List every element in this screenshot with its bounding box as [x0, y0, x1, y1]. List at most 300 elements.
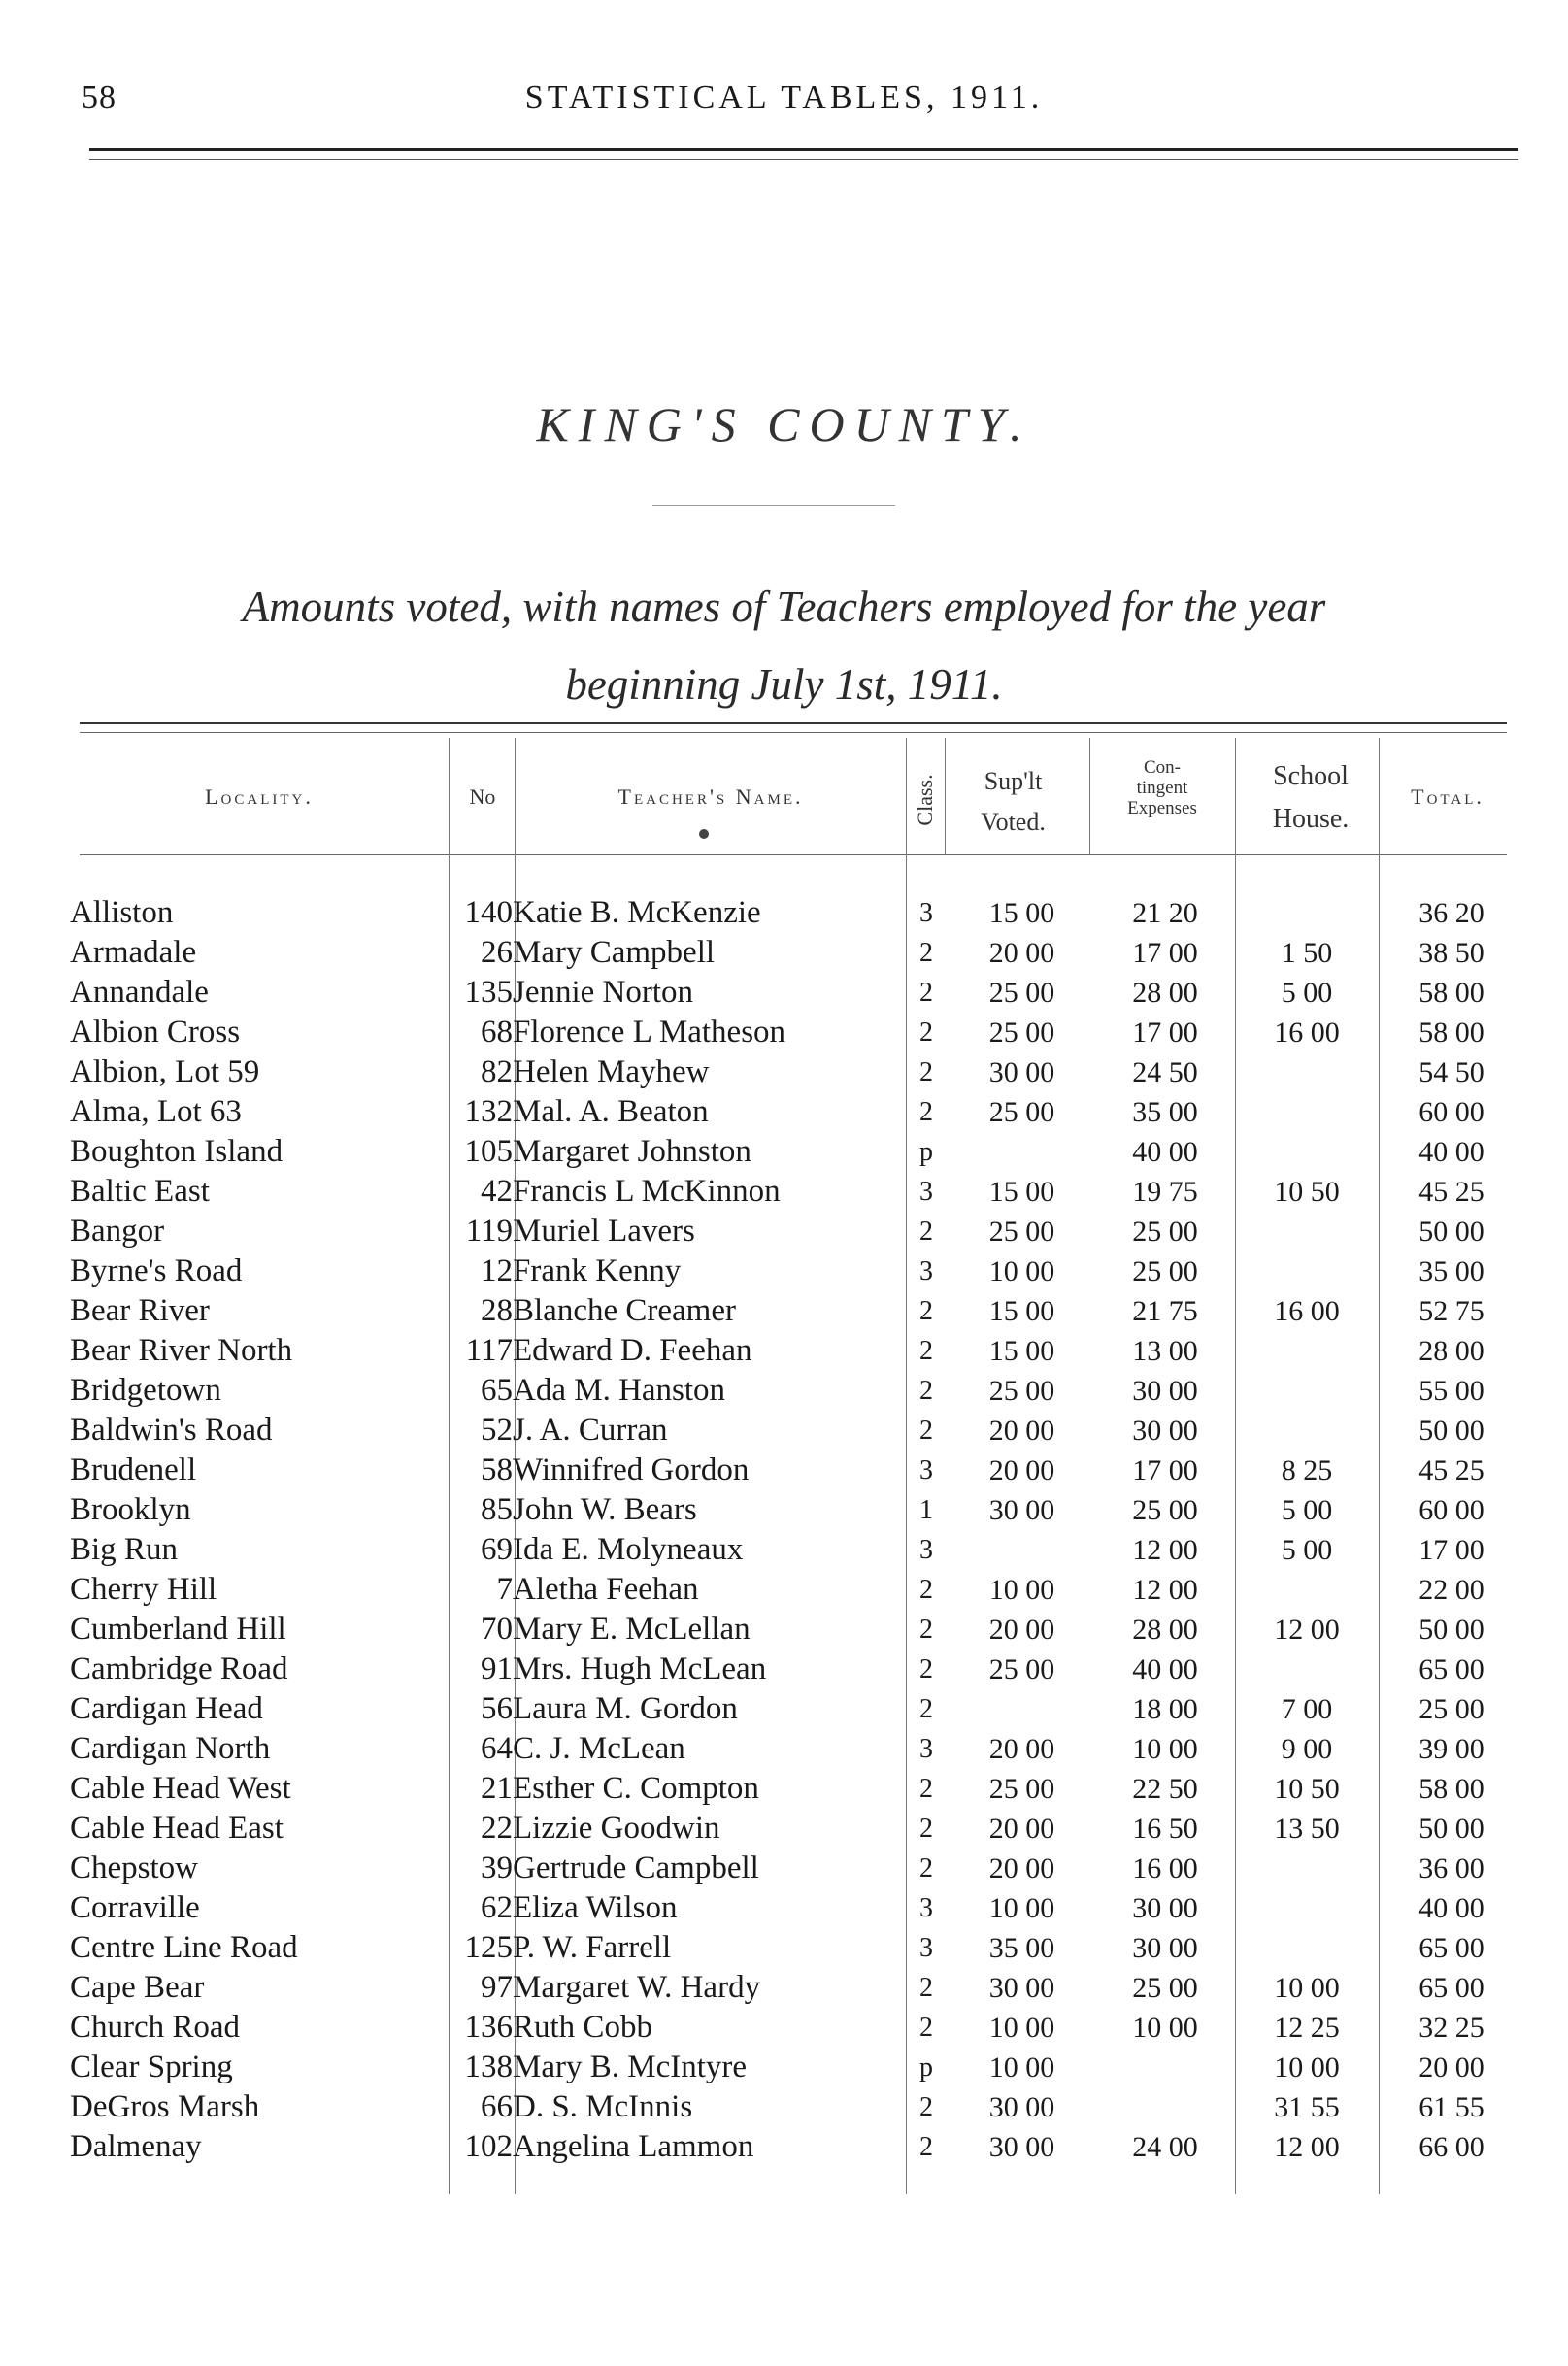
cell-class: 2 [919, 1615, 933, 1645]
cell-class: 2 [919, 1694, 933, 1724]
cell-no: 85 [481, 1492, 513, 1527]
column-header-no: No [469, 784, 496, 809]
table-row [0, 1928, 1568, 1968]
table-row [0, 973, 1568, 1013]
cell-contingent: 21 20 [1132, 897, 1198, 929]
cell-locality: Cable Head West [70, 1771, 291, 1806]
cell-supt-voted: 10 00 [988, 2051, 1055, 2083]
cell-school-house: 16 00 [1274, 1295, 1340, 1327]
table-subtitle [0, 568, 1568, 723]
cell-teacher: Esther C. Compton [513, 1771, 759, 1806]
cell-teacher: Jennie Norton [513, 975, 694, 1010]
table-row [0, 933, 1568, 973]
cell-contingent: 18 00 [1132, 1693, 1198, 1725]
table-row [0, 2008, 1568, 2048]
cell-contingent: 28 00 [1132, 1614, 1198, 1646]
cell-class: p [919, 2052, 933, 2083]
cell-total: 40 00 [1418, 1136, 1485, 1168]
cell-contingent: 22 50 [1132, 1773, 1198, 1805]
table-top-rule [80, 722, 1507, 724]
cell-locality: Albion, Lot 59 [70, 1054, 260, 1089]
cont-header-line-3: Expenses [1127, 798, 1197, 818]
cell-teacher: Florence L Matheson [513, 1015, 786, 1050]
cell-class: 3 [919, 1177, 933, 1207]
cell-supt-voted: 15 00 [988, 897, 1055, 929]
cell-total: 20 00 [1418, 2051, 1485, 2083]
cell-class: 3 [919, 1893, 933, 1923]
cell-teacher: Ruth Cobb [513, 2010, 652, 2045]
cell-teacher: Margaret Johnston [513, 1134, 751, 1169]
cell-total: 58 00 [1418, 977, 1485, 1009]
cell-total: 52 75 [1418, 1295, 1485, 1327]
cell-contingent: 16 50 [1132, 1813, 1198, 1845]
cell-no: 125 [464, 1930, 513, 1965]
cell-teacher: Blanche Creamer [513, 1293, 736, 1328]
cell-supt-voted: 10 00 [988, 1892, 1055, 1924]
table-row [0, 1291, 1568, 1331]
column-header-class [908, 748, 943, 852]
cell-locality: Bridgetown [70, 1373, 221, 1408]
cell-class: 2 [919, 1814, 933, 1844]
cell-supt-voted: 35 00 [988, 1932, 1055, 1964]
cell-school-house: 13 50 [1274, 1813, 1340, 1845]
cell-supt-voted: 25 00 [988, 1375, 1055, 1407]
cell-no: 119 [465, 1214, 513, 1249]
table-row [0, 1212, 1568, 1251]
title-divider [652, 505, 895, 506]
cell-contingent: 28 00 [1132, 977, 1198, 1009]
table-body [0, 893, 1568, 2167]
column-divider [1089, 738, 1090, 854]
cell-class: 1 [919, 1495, 933, 1525]
cell-total: 58 00 [1418, 1016, 1485, 1049]
cell-no: 52 [481, 1413, 513, 1448]
cell-locality: Brooklyn [70, 1492, 191, 1527]
table-row [0, 1132, 1568, 1172]
cell-total: 50 00 [1418, 1614, 1485, 1646]
cell-total: 40 00 [1418, 1892, 1485, 1924]
cell-contingent: 40 00 [1132, 1653, 1198, 1685]
table-row [0, 1689, 1568, 1729]
cell-no: 12 [481, 1253, 513, 1288]
table-row [0, 1490, 1568, 1530]
cell-locality: Big Run [70, 1532, 178, 1567]
cell-no: 69 [481, 1532, 513, 1567]
header-rule-thin [89, 159, 1518, 160]
cell-school-house: 10 50 [1274, 1773, 1340, 1805]
cell-supt-voted: 15 00 [988, 1176, 1055, 1208]
cell-contingent: 13 00 [1132, 1335, 1198, 1367]
cell-school-house: 1 50 [1281, 937, 1333, 969]
cell-no: 65 [481, 1373, 513, 1408]
cell-class: 2 [919, 1336, 933, 1366]
table-row [0, 1411, 1568, 1450]
cell-locality: Cardigan North [70, 1731, 271, 1766]
cell-supt-voted: 25 00 [988, 977, 1055, 1009]
cell-locality: Alliston [70, 895, 174, 930]
cell-no: 91 [481, 1651, 513, 1686]
column-header-supt-voted [948, 761, 1079, 843]
cell-locality: Bear River North [70, 1333, 293, 1368]
cell-total: 60 00 [1418, 1494, 1485, 1526]
table-row [0, 1729, 1568, 1769]
school-header-line-1: School [1273, 761, 1349, 791]
cell-supt-voted: 15 00 [988, 1295, 1055, 1327]
cell-supt-voted: 30 00 [988, 2091, 1055, 2123]
column-header-school-house [1243, 755, 1379, 841]
cell-class: 2 [919, 2013, 933, 2043]
cell-school-house: 12 00 [1274, 1614, 1340, 1646]
cell-teacher: J. A. Curran [513, 1413, 668, 1448]
cell-supt-voted: 20 00 [988, 1454, 1055, 1486]
cell-no: 28 [481, 1293, 513, 1328]
cell-no: 62 [481, 1890, 513, 1925]
cell-teacher: Mal. A. Beaton [513, 1094, 709, 1129]
cell-supt-voted: 25 00 [988, 1096, 1055, 1128]
cell-no: 82 [481, 1054, 513, 1089]
cell-no: 136 [464, 2010, 513, 2045]
cell-locality: DeGros Marsh [70, 2089, 260, 2124]
cell-contingent: 25 00 [1132, 1255, 1198, 1287]
cell-teacher: Ida E. Molyneaux [513, 1532, 744, 1567]
cell-class: 2 [919, 1654, 933, 1684]
cell-locality: Brudenell [70, 1452, 197, 1487]
table-row [0, 1888, 1568, 1928]
cell-contingent: 21 75 [1132, 1295, 1198, 1327]
cell-contingent: 25 00 [1132, 1494, 1198, 1526]
cell-teacher: Helen Mayhew [513, 1054, 710, 1089]
cell-contingent: 17 00 [1132, 937, 1198, 969]
cell-class: 2 [919, 2132, 933, 2162]
cont-header-line-2: tingent [1136, 778, 1188, 798]
cell-teacher: D. S. McInnis [513, 2089, 693, 2124]
cell-no: 26 [481, 935, 513, 970]
cell-school-house: 12 25 [1274, 2012, 1340, 2044]
cell-total: 45 25 [1418, 1454, 1485, 1486]
cell-class: 2 [919, 1216, 933, 1247]
cell-contingent: 30 00 [1132, 1932, 1198, 1964]
cell-no: 135 [464, 975, 513, 1010]
cell-class: 2 [919, 978, 933, 1008]
cell-no: 140 [464, 895, 513, 930]
cell-school-house: 5 00 [1281, 977, 1333, 1009]
cell-contingent: 25 00 [1132, 1216, 1198, 1248]
cell-class: 2 [919, 1973, 933, 2003]
cell-teacher: Mrs. Hugh McLean [513, 1651, 767, 1686]
cell-total: 35 00 [1418, 1255, 1485, 1287]
cell-total: 22 00 [1418, 1574, 1485, 1606]
cell-no: 68 [481, 1015, 513, 1050]
cell-total: 65 00 [1418, 1653, 1485, 1685]
cell-teacher: Margaret W. Hardy [513, 1970, 761, 2005]
cell-class: 2 [919, 1575, 933, 1605]
header-bottom-rule [80, 854, 1507, 855]
cell-supt-voted: 20 00 [988, 937, 1055, 969]
cell-contingent: 16 00 [1132, 1852, 1198, 1884]
cell-class: 2 [919, 1097, 933, 1127]
cell-teacher: Muriel Lavers [513, 1214, 695, 1249]
cell-contingent: 25 00 [1132, 1972, 1198, 2004]
cell-school-house: 5 00 [1281, 1494, 1333, 1526]
table-row [0, 1530, 1568, 1570]
subtitle-line-2: beginning July 1st, 1911. [565, 660, 1003, 709]
cell-teacher: Aletha Feehan [513, 1572, 699, 1607]
cell-class: 3 [919, 1455, 933, 1485]
table-row [0, 1769, 1568, 1809]
cell-contingent: 19 75 [1132, 1176, 1198, 1208]
cell-total: 54 50 [1418, 1056, 1485, 1088]
table-row [0, 1331, 1568, 1371]
cell-supt-voted: 15 00 [988, 1335, 1055, 1367]
cell-no: 58 [481, 1452, 513, 1487]
cell-class: p [919, 1137, 933, 1167]
cell-supt-voted: 20 00 [988, 1614, 1055, 1646]
cell-locality: Chepstow [70, 1850, 198, 1885]
cell-no: 117 [465, 1333, 513, 1368]
column-header-contingent [1089, 757, 1235, 818]
cell-supt-voted: 10 00 [988, 1574, 1055, 1606]
cell-no: 56 [481, 1691, 513, 1726]
table-row [0, 2127, 1568, 2167]
cell-teacher: C. J. McLean [513, 1731, 685, 1766]
cell-class: 3 [919, 1933, 933, 1963]
cell-class: 2 [919, 938, 933, 968]
cell-no: 97 [481, 1970, 513, 2005]
cell-no: 66 [481, 2089, 513, 2124]
subtitle-line-1: Amounts voted, with names of Teachers employed for the year [242, 583, 1326, 631]
cell-teacher: Gertrude Campbell [513, 1850, 759, 1885]
cell-class: 2 [919, 2092, 933, 2122]
cell-no: 138 [464, 2049, 513, 2084]
cell-locality: Bear River [70, 1293, 210, 1328]
cell-supt-voted: 30 00 [988, 1494, 1055, 1526]
cell-locality: Boughton Island [70, 1134, 284, 1169]
cell-supt-voted: 20 00 [988, 1852, 1055, 1884]
cell-contingent: 30 00 [1132, 1375, 1198, 1407]
cell-contingent: 35 00 [1132, 1096, 1198, 1128]
table-row [0, 1251, 1568, 1291]
cell-teacher: Eliza Wilson [513, 1890, 678, 1925]
cell-contingent: 12 00 [1132, 1574, 1198, 1606]
ink-dot [699, 829, 709, 839]
cell-contingent: 24 50 [1132, 1056, 1198, 1088]
cell-class: 2 [919, 1296, 933, 1326]
cell-no: 7 [496, 1572, 513, 1607]
table-row [0, 893, 1568, 933]
cell-class: 2 [919, 1376, 933, 1406]
column-header-teacher: Teacher's Name. [617, 784, 804, 809]
header-rule [89, 148, 1518, 151]
cell-contingent: 30 00 [1132, 1415, 1198, 1447]
cell-supt-voted: 10 00 [988, 2012, 1055, 2044]
cell-total: 55 00 [1418, 1375, 1485, 1407]
cell-school-house: 31 55 [1274, 2091, 1340, 2123]
table-row [0, 2087, 1568, 2127]
cell-school-house: 8 25 [1281, 1454, 1333, 1486]
table-row [0, 1968, 1568, 2008]
cell-total: 65 00 [1418, 1932, 1485, 1964]
cell-class: 3 [919, 1256, 933, 1286]
cell-supt-voted: 20 00 [988, 1813, 1055, 1845]
cell-class: 3 [919, 898, 933, 928]
cell-supt-voted: 20 00 [988, 1733, 1055, 1765]
cell-teacher: John W. Bears [513, 1492, 697, 1527]
cell-total: 32 25 [1418, 2012, 1485, 2044]
cell-total: 50 00 [1418, 1415, 1485, 1447]
cell-locality: Baltic East [70, 1174, 210, 1209]
cell-supt-voted: 25 00 [988, 1216, 1055, 1248]
running-header [0, 80, 1568, 128]
cont-header-line-1: Con- [1144, 757, 1181, 778]
cell-school-house: 7 00 [1281, 1693, 1333, 1725]
cell-class: 2 [919, 1853, 933, 1883]
cell-teacher: Ada M. Hanston [513, 1373, 726, 1408]
page-number: 58 [82, 80, 117, 116]
cell-school-house: 10 00 [1274, 1972, 1340, 2004]
cell-total: 58 00 [1418, 1773, 1485, 1805]
cell-supt-voted: 25 00 [988, 1653, 1055, 1685]
cell-class: 3 [919, 1734, 933, 1764]
table-row [0, 1013, 1568, 1052]
county-title: KING'S COUNTY. [536, 397, 1032, 451]
cell-contingent: 30 00 [1132, 1892, 1198, 1924]
cell-contingent: 17 00 [1132, 1454, 1198, 1486]
cell-locality: Corraville [70, 1890, 200, 1925]
cell-total: 66 00 [1418, 2131, 1485, 2163]
cell-contingent: 10 00 [1132, 1733, 1198, 1765]
cell-total: 45 25 [1418, 1176, 1485, 1208]
cell-total: 61 55 [1418, 2091, 1485, 2123]
cell-class: 2 [919, 1416, 933, 1446]
cell-locality: Bangor [70, 1214, 165, 1249]
table-row [0, 1610, 1568, 1650]
cell-contingent: 12 00 [1132, 1534, 1198, 1566]
table-row [0, 1371, 1568, 1411]
table-row [0, 1092, 1568, 1132]
cell-class: 2 [919, 1774, 933, 1804]
table-row [0, 1052, 1568, 1092]
cell-supt-voted: 25 00 [988, 1773, 1055, 1805]
cell-no: 70 [481, 1612, 513, 1647]
cell-total: 65 00 [1418, 1972, 1485, 2004]
cell-no: 132 [464, 1094, 513, 1129]
cell-locality: Byrne's Road [70, 1253, 243, 1288]
cell-class: 2 [919, 1057, 933, 1087]
cell-teacher: Angelina Lammon [513, 2129, 754, 2164]
table-top-rule-thin [80, 732, 1507, 733]
cell-teacher: P. W. Farrell [513, 1930, 672, 1965]
cell-supt-voted: 30 00 [988, 2131, 1055, 2163]
cell-total: 38 50 [1418, 937, 1485, 969]
cell-locality: Cambridge Road [70, 1651, 288, 1686]
cell-locality: Cardigan Head [70, 1691, 263, 1726]
cell-no: 102 [464, 2129, 513, 2164]
cell-total: 36 20 [1418, 897, 1485, 929]
cell-no: 39 [481, 1850, 513, 1885]
table-row [0, 2048, 1568, 2087]
cell-total: 25 00 [1418, 1693, 1485, 1725]
cell-total: 50 00 [1418, 1813, 1485, 1845]
cell-locality: Annandale [70, 975, 209, 1010]
table-row [0, 1570, 1568, 1610]
cell-total: 36 00 [1418, 1852, 1485, 1884]
cell-total: 60 00 [1418, 1096, 1485, 1128]
table-row [0, 1650, 1568, 1689]
cell-locality: Armadale [70, 935, 197, 970]
cell-no: 22 [481, 1811, 513, 1846]
table-row [0, 1809, 1568, 1849]
cell-total: 50 00 [1418, 1216, 1485, 1248]
cell-teacher: Mary E. McLellan [513, 1612, 751, 1647]
cell-total: 28 00 [1418, 1335, 1485, 1367]
cell-locality: Baldwin's Road [70, 1413, 273, 1448]
column-header-locality: Locality. [205, 784, 314, 809]
cell-teacher: Francis L McKinnon [513, 1174, 781, 1209]
cell-no: 21 [481, 1771, 513, 1806]
cell-no: 105 [464, 1134, 513, 1169]
cell-no: 64 [481, 1731, 513, 1766]
cell-no: 42 [481, 1174, 513, 1209]
cell-locality: Alma, Lot 63 [70, 1094, 242, 1129]
cell-locality: Cherry Hill [70, 1572, 217, 1607]
cell-school-house: 9 00 [1281, 1733, 1333, 1765]
cell-supt-voted: 30 00 [988, 1056, 1055, 1088]
cell-school-house: 16 00 [1274, 1016, 1340, 1049]
supt-header-line-2: Voted. [981, 808, 1046, 836]
cell-locality: Centre Line Road [70, 1930, 298, 1965]
cell-total: 39 00 [1418, 1733, 1485, 1765]
cell-supt-voted: 10 00 [988, 1255, 1055, 1287]
cell-school-house: 10 00 [1274, 2051, 1340, 2083]
cell-locality: Albion Cross [70, 1015, 241, 1050]
cell-supt-voted: 30 00 [988, 1972, 1055, 2004]
cell-class: 3 [919, 1535, 933, 1565]
cell-class: 2 [919, 1017, 933, 1048]
cell-contingent: 24 00 [1132, 2131, 1198, 2163]
cell-locality: Dalmenay [70, 2129, 202, 2164]
table-row [0, 1849, 1568, 1888]
cell-school-house: 12 00 [1274, 2131, 1340, 2163]
column-header-total: Total. [1411, 784, 1485, 809]
cell-contingent: 10 00 [1132, 2012, 1198, 2044]
cell-teacher: Lizzie Goodwin [513, 1811, 720, 1846]
cell-locality: Clear Spring [70, 2049, 233, 2084]
cell-contingent: 17 00 [1132, 1016, 1198, 1049]
school-header-line-2: House. [1272, 804, 1350, 834]
cell-locality: Cumberland Hill [70, 1612, 286, 1647]
cell-supt-voted: 20 00 [988, 1415, 1055, 1447]
cell-teacher: Winnifred Gordon [513, 1452, 750, 1487]
cell-school-house: 5 00 [1281, 1534, 1333, 1566]
cell-teacher: Mary B. McIntyre [513, 2049, 748, 2084]
cell-supt-voted: 25 00 [988, 1016, 1055, 1049]
column-header-class-label: Class. [913, 774, 937, 826]
cell-teacher: Edward D. Feehan [513, 1333, 752, 1368]
cell-locality: Church Road [70, 2010, 241, 2045]
cell-total: 17 00 [1418, 1534, 1485, 1566]
table-row [0, 1172, 1568, 1212]
cell-teacher: Katie B. McKenzie [513, 895, 761, 930]
running-title: STATISTICAL TABLES, 1911. [524, 80, 1044, 116]
table-row [0, 1450, 1568, 1490]
supt-header-line-1: Sup'lt [984, 767, 1043, 795]
cell-locality: Cable Head East [70, 1811, 284, 1846]
column-divider [945, 738, 946, 854]
cell-school-house: 10 50 [1274, 1176, 1340, 1208]
cell-contingent: 40 00 [1132, 1136, 1198, 1168]
cell-locality: Cape Bear [70, 1970, 205, 2005]
cell-teacher: Mary Campbell [513, 935, 716, 970]
